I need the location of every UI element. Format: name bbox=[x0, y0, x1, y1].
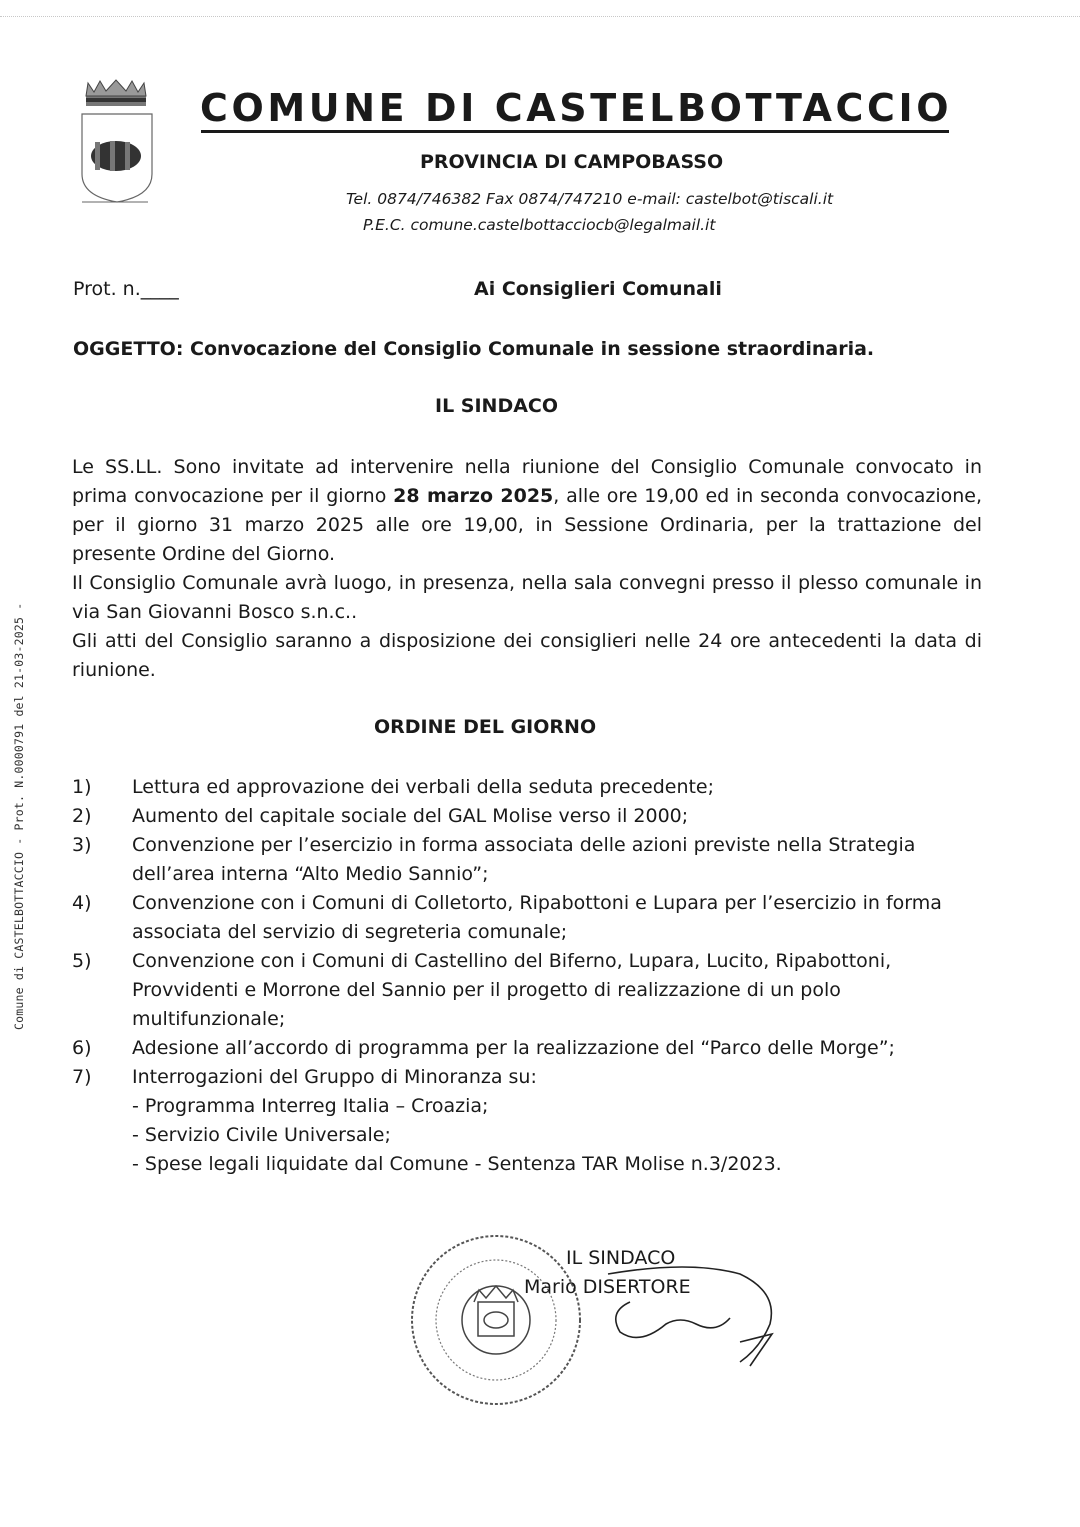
agenda-item-text: Aumento del capitale sociale del GAL Molise verso il 2000; bbox=[132, 805, 689, 827]
title-underline bbox=[201, 130, 949, 133]
agenda-item-text: Convenzione per l’esercizio in forma associata delle azioni previste nella Strategia dell’area interna “Alto Medio Sannio”; bbox=[132, 834, 916, 885]
paragraph-convocation-part2: , alle ore 19,00 ed in seconda convocazione, per il giorno 31 marzo 2025 alle ore 19,00, in Sessione Ordinaria, per la trattazione del presente Ordine del Giorno. bbox=[72, 485, 983, 565]
handwritten-signature-icon bbox=[600, 1262, 790, 1374]
province-name: PROVINCIA DI CAMPOBASSO bbox=[420, 151, 724, 173]
signature-name: Mario DISERTORE bbox=[524, 1276, 691, 1298]
protocol-margin-note: Comune di CASTELBOTTACCIO - Prot. N.0000791 del 21-03-2025 - bbox=[12, 602, 26, 1030]
contact-line: Tel. 0874/746382 Fax 0874/747210 e-mail: castelbot@tiscali.it bbox=[346, 190, 834, 208]
agenda-item-number: 2) bbox=[72, 805, 92, 827]
recipient: Ai Consiglieri Comunali bbox=[474, 278, 722, 300]
meeting-date: 28 marzo 2025 bbox=[393, 485, 554, 507]
agenda-item bbox=[72, 802, 992, 831]
agenda-subitem: - Servizio Civile Universale; bbox=[132, 1124, 391, 1146]
agenda-item-number: 3) bbox=[72, 834, 92, 856]
pec-line: P.E.C. comune.castelbottacciocb@legalmail.it bbox=[363, 216, 716, 234]
municipal-crest-icon bbox=[78, 78, 156, 208]
contact-block bbox=[346, 186, 833, 238]
agenda-item-number: 4) bbox=[72, 892, 92, 914]
subject-line: OGGETTO: Convocazione del Consiglio Comunale in sessione straordinaria. bbox=[73, 338, 875, 360]
agenda-subitems bbox=[132, 1092, 992, 1179]
agenda-subitem: - Programma Interreg Italia – Croazia; bbox=[132, 1095, 489, 1117]
sender-heading: IL SINDACO bbox=[435, 395, 559, 417]
signature-title: IL SINDACO bbox=[566, 1247, 676, 1269]
agenda-item bbox=[72, 1034, 992, 1063]
official-stamp-icon bbox=[404, 1228, 589, 1413]
paragraph-convocation-part1: Le SS.LL. Sono invitate ad intervenire nella riunione del Consiglio Comunale convocato in prima convocazione per il giorno bbox=[72, 456, 982, 507]
agenda-items bbox=[72, 773, 992, 1092]
agenda-item-text: Interrogazioni del Gruppo di Minoranza su: bbox=[132, 1066, 537, 1088]
agenda-item-number: 5) bbox=[72, 950, 92, 972]
agenda-item-text: Lettura ed approvazione dei verbali della seduta precedente; bbox=[132, 776, 715, 798]
agenda-subitem: - Spese legali liquidate dal Comune - Sentenza TAR Molise n.3/2023. bbox=[132, 1153, 782, 1175]
agenda-item-text: Convenzione con i Comuni di Castellino del Biferno, Lupara, Lucito, Ripabottoni, Provvidenti e Morrone del Sannio per il progetto di realizzazione di un polo multifunzionale; bbox=[132, 950, 892, 1030]
agenda-item bbox=[72, 773, 992, 802]
agenda-item bbox=[72, 1063, 992, 1092]
municipality-title: COMUNE DI CASTELBOTTACCIO bbox=[200, 86, 953, 130]
agenda-item bbox=[72, 889, 992, 947]
agenda-item bbox=[72, 947, 992, 1034]
paragraph-documents: Gli atti del Consiglio saranno a disposizione dei consiglieri nelle 24 ore antecedenti la data di riunione. bbox=[72, 630, 982, 681]
paragraph-location: Il Consiglio Comunale avrà luogo, in presenza, nella sala convegni presso il plesso comunale in via San Giovanni Bosco s.n.c.. bbox=[72, 572, 982, 623]
agenda-item-text: Convenzione con i Comuni di Colletorto, Ripabottoni e Lupara per l’esercizio in forma associata del servizio di segreteria comunale; bbox=[132, 892, 942, 943]
scan-border-dots bbox=[0, 16, 1080, 17]
protocol-number: Prot. n.____ bbox=[73, 278, 179, 300]
paragraph-convocation bbox=[72, 453, 982, 569]
agenda-list bbox=[72, 773, 992, 1179]
agenda-item-number: 1) bbox=[72, 776, 92, 798]
agenda-item bbox=[72, 831, 992, 889]
agenda-item-number: 6) bbox=[72, 1037, 92, 1059]
agenda-item-text: Adesione all’accordo di programma per la realizzazione del “Parco delle Morge”; bbox=[132, 1037, 895, 1059]
letter-body bbox=[72, 453, 982, 685]
agenda-item-number: 7) bbox=[72, 1066, 92, 1088]
agenda-heading: ORDINE DEL GIORNO bbox=[374, 716, 597, 738]
